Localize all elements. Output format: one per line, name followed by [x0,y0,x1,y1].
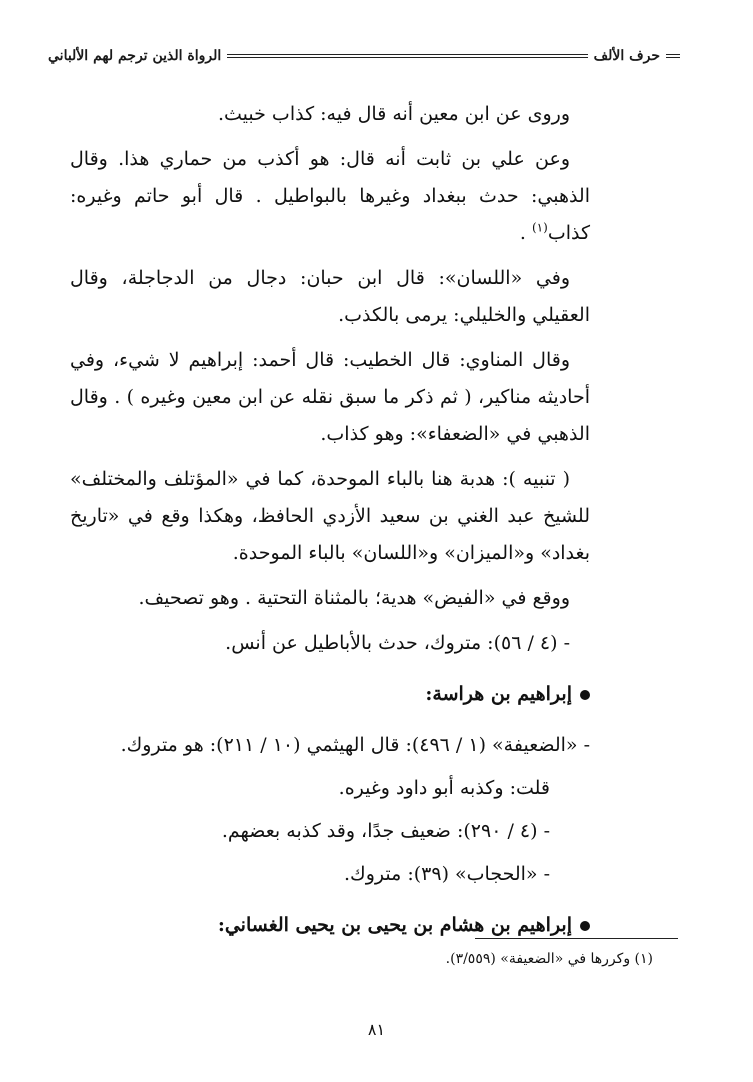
reference-item: - «الحجاب» (٣٩): متروك. [344,863,550,885]
page-number: ٨١ [367,1020,386,1039]
reference-item: قلت: وكذبه أبو داود وغيره. [338,777,550,799]
entry-title-text: إبراهيم بن هراسة: [425,683,572,705]
reference-item: - «الضعيفة» (١ / ٤٩٦): قال الهيثمي (١٠ / ٢١١): هو متروك. [120,734,590,756]
header-dash [666,54,680,58]
paragraph: وروى عن ابن معين أنه قال فيه: كذاب خبيث. [217,103,570,125]
header-chapter: حرف الألف [593,48,660,64]
paragraph: وقال المناوي: قال الخطيب: قال أحمد: إبراهيم لا شيء، وفي أحاديثه مناكير، ( ثم ذكر ما سبق نقله عن ابن معين وغيره ) . وقال الذهبي في «الضعفاء»: وهو كذاب. [70,349,590,445]
footnote-divider [475,938,678,939]
paragraph: ووقع في «الفيض» هدية؛ بالمثناة التحتية . وهو تصحيف. [138,587,570,609]
reference-item: - (٤ / ٥٦): متروك، حدث بالأباطيل عن أنس. [225,632,570,654]
footnote: (١) وكررها في «الضعيفة» (٣/٥٥٩). [445,951,653,967]
footnote-ref[interactable]: (١) [531,220,548,235]
page-body [70,96,590,958]
paragraph [70,141,590,252]
header-book-title: الرواة الذين ترجم لهم الألباني [48,48,222,64]
reference-item: - (٤ / ٢٩٠): ضعيف جدًا، وقد كذبه بعضهم. [221,820,550,842]
entry-title-text: إبراهيم بن هشام بن يحيى بن يحيى الغساني: [217,914,572,936]
paragraph: وفي «اللسان»: قال ابن حبان: دجال من الدجاجلة، وقال العقيلي والخليلي: يرمى بالكذب. [70,267,590,326]
bullet-icon [580,690,590,700]
paragraph: ( تنبيه ): هدبة هنا بالباء الموحدة، كما في «المؤتلف والمختلف» للشيخ عبد الغني بن سعيد الأزدي الحافظ، وهكذا وقع في «تاريخ بغداد» و«الميزان» و«اللسان» بالباء الموحدة. [70,468,590,564]
paragraph-text: وعن علي بن ثابت أنه قال: هو أكذب من حماري هذا. وقال الذهبي: حدث ببغداد وغيرها بالبواطيل . قال أبو حاتم وغيره: كذاب [70,148,590,244]
header-rule [227,54,587,58]
paragraph-text-end: . [519,222,532,244]
entry-title [70,676,590,713]
bullet-icon [580,921,590,931]
running-header [48,44,680,68]
